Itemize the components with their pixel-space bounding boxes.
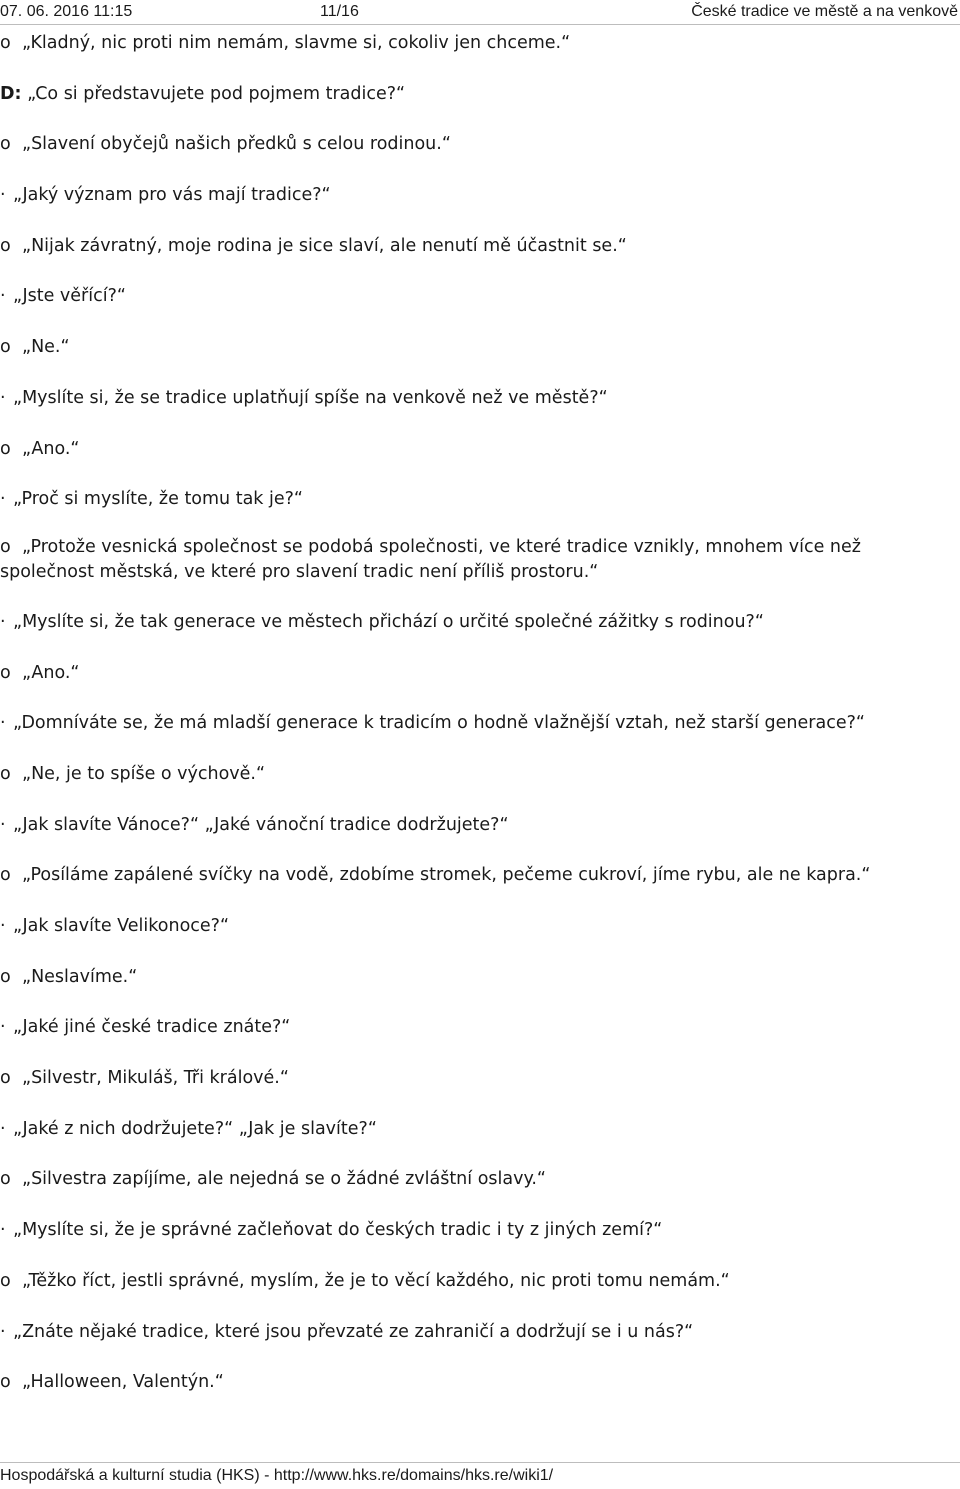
line-text: „Silvestra zapíjíme, ale nejedná se o žádné zvláštní oslavy.“ [22,1169,546,1190]
bullet-dot: · [0,611,6,632]
line-text: „Jste věřící?“ [13,286,126,307]
line-text: „Jak slavíte Velikonoce?“ [13,916,230,936]
page-header [0,0,960,25]
line-text: „Ne, je to spíše o výchově.“ [22,763,266,784]
bullet-dot: · [0,713,6,734]
bullet-dot: · [0,387,6,408]
answer-marker: o [0,1372,11,1393]
line-text: „Kladný, nic proti nim nemám, slavme si, cokoliv jen chceme.“ [22,33,571,53]
bullet-dot: · [0,1017,6,1038]
answer-marker: o [0,536,11,557]
answer-marker: o [0,865,11,886]
footer-source-link[interactable]: Hospodářská a kulturní studia (HKS) - http://www.hks.re/domains/hks.re/wiki1/ [0,1467,554,1484]
line-text: „Halloween, Valentýn.“ [22,1372,224,1393]
line-text: „Proč si myslíte, že tomu tak je?“ [13,489,303,510]
answer-marker: o [0,1068,11,1089]
line-text: „Ano.“ [22,438,80,459]
bullet-dot: · [0,1118,6,1139]
answer-line [0,28,958,58]
line-text: „Myslíte si, že tak generace ve městech přichází o určité společné zážitky s rodinou?“ [13,611,764,632]
bullet-dot: · [0,916,6,936]
answer-line [0,759,958,789]
line-text: „Slavení obyčejů našich předků s celou rodinou.“ [22,134,451,155]
answer-line [0,658,958,688]
question-line [0,180,958,210]
question-line [0,708,958,738]
line-text: „Znáte nějaké tradice, které jsou převzaté ze zahraničí a dodržují se i u nás?“ [13,1321,694,1342]
line-text: „Domníváte se, že má mladší generace k tradicím o hodně vlažnější vztah, než starší generace?“ [13,713,865,734]
answer-marker: o [0,1169,11,1190]
line-text: „Ne.“ [22,337,70,358]
line-text: „Jaké jiné české tradice znáte?“ [13,1017,291,1038]
question-line [0,484,958,514]
question-line [0,607,958,637]
bullet-dot: · [0,814,6,835]
answer-marker: o [0,337,11,358]
question-line [0,1317,958,1347]
page-number: 11/16 [320,3,359,20]
question-line [0,281,958,311]
answer-line [0,1367,958,1397]
answer-marker: o [0,966,11,987]
bullet-dot: · [0,185,6,206]
question-line [0,911,958,941]
page-footer [0,1462,960,1488]
line-text: „Myslíte si, že se tradice uplatňují spíše na venkově než ve městě?“ [13,387,608,408]
line-text: „Jaký význam pro vás mají tradice?“ [13,185,331,206]
interview-transcript [0,28,958,1418]
answer-line [0,1164,958,1194]
question-line [0,810,958,840]
answer-line [0,332,958,362]
answer-line [0,535,958,585]
answer-line [0,129,958,159]
answer-marker: o [0,235,11,256]
answer-marker: o [0,662,11,683]
answer-marker: o [0,1270,11,1291]
bullet-dot: · [0,1220,6,1241]
bullet-dot: · [0,286,6,307]
answer-line [0,231,958,261]
answer-line [0,962,958,992]
question-line [0,1215,958,1245]
question-line [0,1012,958,1042]
line-text: „Ano.“ [22,662,80,683]
answer-line [0,1063,958,1093]
line-text: „Co si představujete pod pojmem tradice?“ [21,83,406,104]
line-text: „Neslavíme.“ [22,966,138,987]
answer-line [0,1266,958,1296]
answer-line [0,434,958,464]
answer-marker: o [0,33,11,53]
answer-marker: o [0,438,11,459]
question-line [0,383,958,413]
print-date: 07. 06. 2016 11:15 [0,3,133,20]
question-line [0,79,958,109]
line-text: „Jak slavíte Vánoce?“ „Jaké vánoční tradice dodržujete?“ [13,814,509,835]
line-text: „Posíláme zapálené svíčky na vodě, zdobíme stromek, pečeme cukroví, jíme rybu, ale ne kapra.“ [22,865,871,886]
line-text: „Nijak závratný, moje rodina je sice slaví, ale nenutí mě účastnit se.“ [22,235,627,256]
line-text: „Myslíte si, že je správné začleňovat do českých tradic i ty z jiných zemí?“ [13,1220,663,1241]
answer-line [0,860,958,890]
line-text: „Těžko říct, jestli správné, myslím, že je to věcí každého, nic proti tomu nemám.“ [22,1270,730,1291]
bullet-dot: · [0,489,6,510]
line-text: „Protože vesnická společnost se podobá společnosti, ve které tradice vznikly, mnohem více než společnost městská, ve které pro slavení tradic není příliš prostoru.“ [0,536,861,582]
question-marker: D: [0,83,22,104]
bullet-dot: · [0,1321,6,1342]
line-text: „Jaké z nich dodržujete?“ „Jak je slavíte?“ [13,1118,377,1139]
answer-marker: o [0,134,11,155]
line-text: „Silvestr, Mikuláš, Tři králové.“ [22,1068,289,1089]
document-title: České tradice ve městě a na venkově [691,3,958,20]
question-line [0,1114,958,1144]
answer-marker: o [0,763,11,784]
